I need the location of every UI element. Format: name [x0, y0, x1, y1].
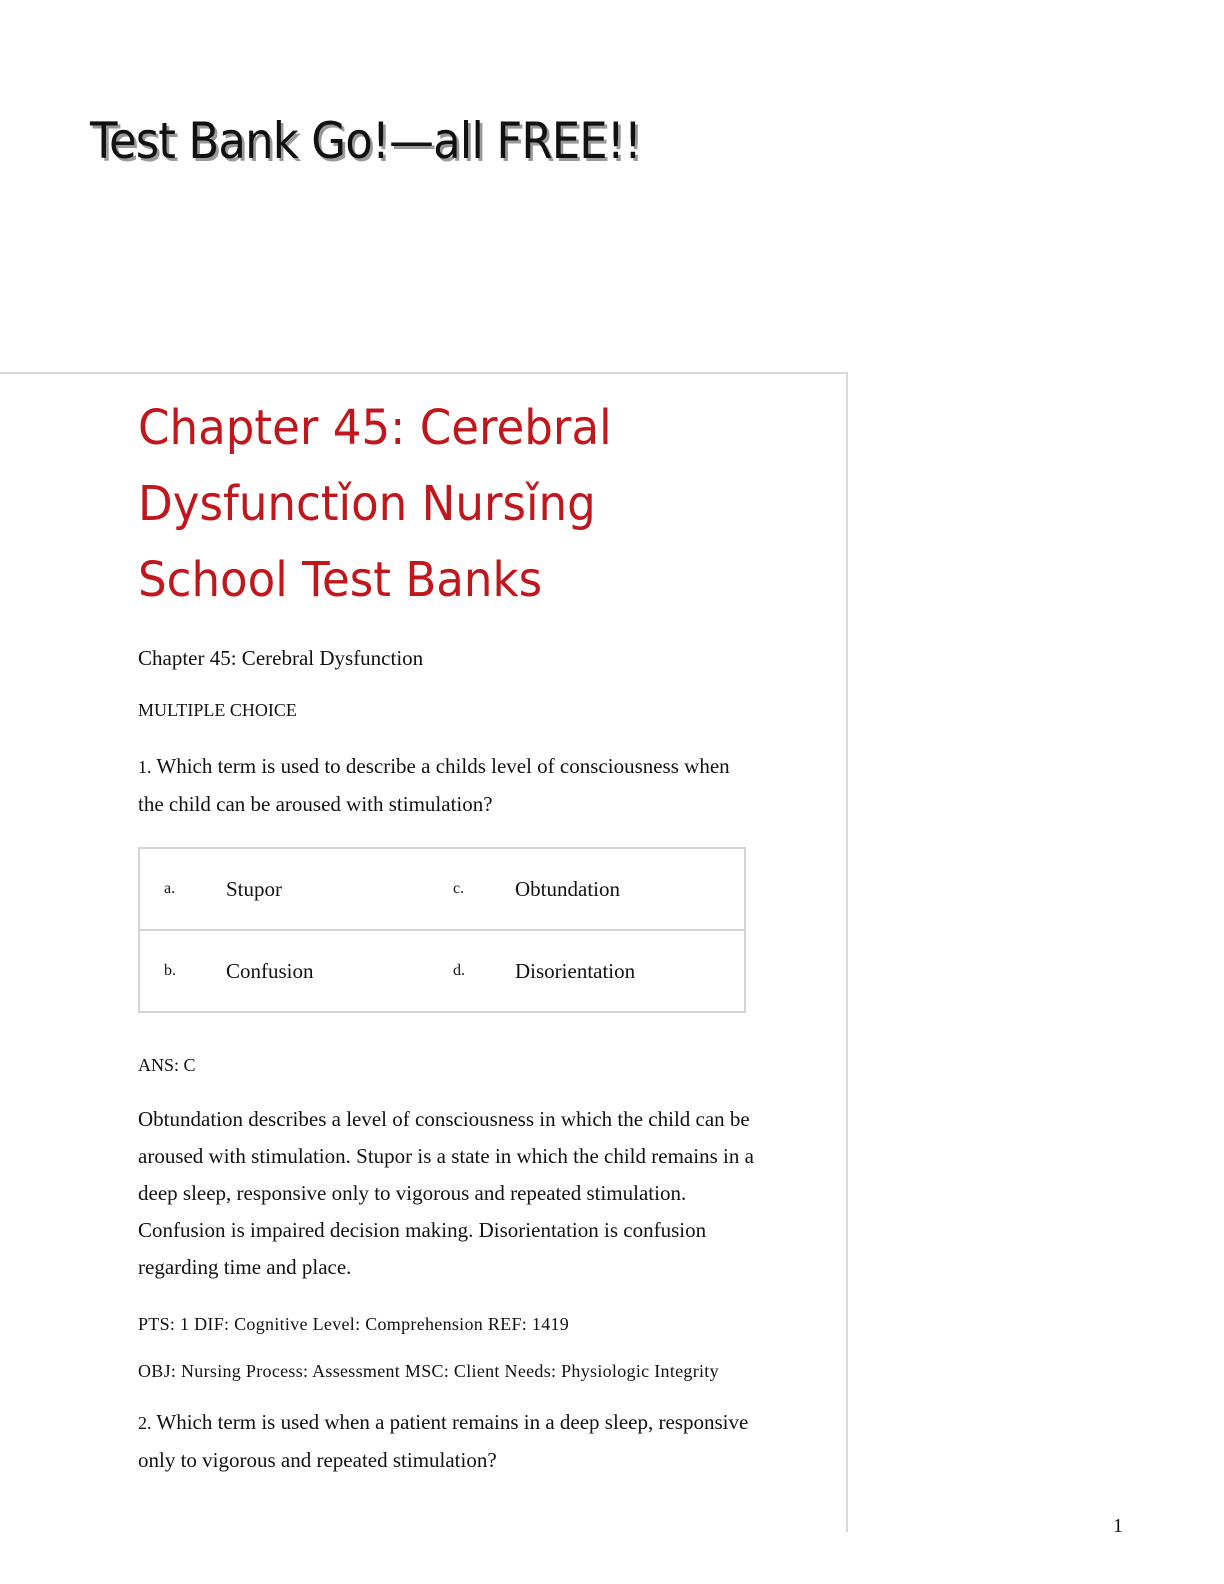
option-a — [140, 877, 429, 902]
page-number: 1 — [1113, 1515, 1123, 1537]
question-number: 2. — [138, 1413, 152, 1433]
option-letter: a. — [164, 880, 176, 897]
option-text: Obtundation — [515, 876, 620, 901]
site-title: Test Bank Go!—all FREE!! — [90, 112, 642, 170]
question-number: 1. — [138, 757, 152, 777]
question-text: Which term is used when a patient remains in a deep sleep, responsive only to vigorous and repeated stimulation? — [138, 1410, 749, 1472]
options-row — [140, 849, 744, 929]
option-letter: d. — [453, 962, 465, 979]
chapter-subheading: Chapter 45: Cerebral Dysfunction — [138, 646, 424, 670]
option-text: Stupor — [226, 876, 283, 901]
chapter-heading: Chapter 45: Cerebral Dysfunctǐon Nursǐng School Test Banks — [138, 400, 612, 608]
option-letter: c. — [453, 880, 465, 897]
option-text: Confusion — [226, 958, 314, 983]
question-metadata-obj: OBJ: Nursing Process: Assessment MSC: Client Needs: Physiologic Integrity — [138, 1361, 719, 1381]
option-text: Disorientation — [515, 958, 636, 983]
section-label: MULTIPLE CHOICE — [138, 700, 297, 720]
option-c — [429, 877, 718, 902]
answer-key: ANS: C — [138, 1055, 196, 1075]
article-content — [138, 390, 758, 1479]
options-row — [140, 929, 744, 1011]
option-letter: b. — [164, 962, 176, 979]
option-b — [140, 959, 429, 984]
question-1 — [138, 748, 758, 823]
answer-options-table — [138, 847, 746, 1013]
question-2 — [138, 1404, 758, 1479]
question-metadata-pts: PTS: 1 DIF: Cognitive Level: Comprehension REF: 1419 — [138, 1314, 570, 1334]
answer-rationale: Obtundation describes a level of consciousness in which the child can be aroused with stimulation. Stupor is a state in which the child remains in a deep sleep, responsive only to vigorous and repeated stimulation. Confusion is impaired decision making. Disorientation is confusion regarding time and place. — [138, 1107, 754, 1279]
question-text: Which term is used to describe a childs level of consciousness when the child can be aroused with stimulation? — [138, 754, 730, 816]
option-d — [429, 959, 718, 984]
